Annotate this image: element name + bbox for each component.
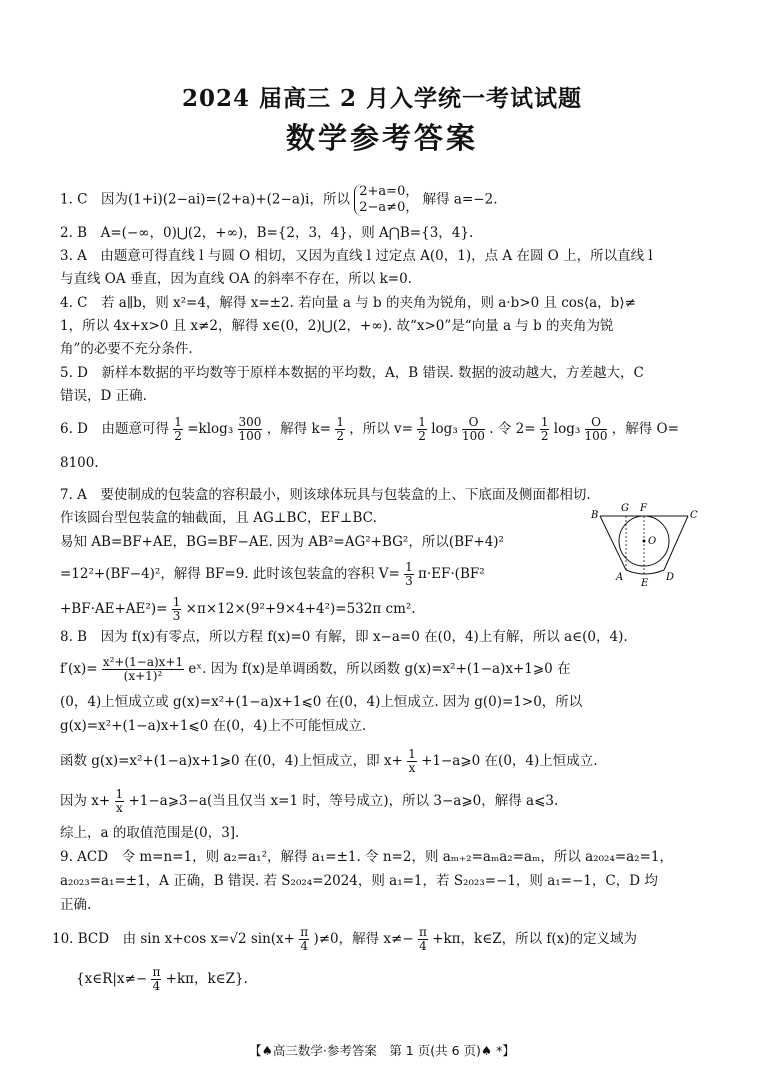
figure-label-f: F: [640, 503, 647, 514]
figure-label-c: C: [690, 510, 698, 521]
answer-5-line-1: 5. D 新样本数据的平均数等于原样本数据的平均数，A，B 错误. 数据的波动越大，方差越大，C: [60, 365, 644, 381]
answer-10-line-1: 10. BCD 由 sin x+cos x=√2 sin(x+ $\frac{\pi}{4}$ )≠0，解得 x≠− $\frac{\pi}{4}$ +kπ，k∈Z，所以 f(x)的定义域为: [52, 925, 638, 953]
answer-8-line-5: 函数 g(x)=x²+(1−a)x+1⩾0 在(0，4)上恒成立，即 x+ $\frac{1}{x}$ +1−a⩾0 在(0，4)上恒成立.: [60, 747, 598, 775]
answer-8-line-6: 因为 x+ $\frac{1}{x}$ +1−a⩾3−a(当且仅当 x=1 时，等号成立)，所以 3−a⩾0，解得 a⩽3.: [60, 787, 559, 815]
frustum-section-figure: [588, 498, 700, 590]
figure-label-e: E: [641, 578, 649, 589]
figure-label-d: D: [666, 572, 675, 583]
figure-label-a: A: [616, 572, 624, 583]
answer-1: 1. C 因为(1+i)(2−ai)=(2+a)+(2−a)i，所以 2+a=0， 2−a≠0， 解得 a=−2.: [60, 184, 498, 215]
answer-4-line-2: 1，所以 4x+x>0 且 x≠2，解得 x∈(0，2)⋃(2，+∞). 故“x>0”是“向量 a 与 b 的夹角为锐: [60, 318, 614, 334]
answer-7-line-4: =12²+(BF−4)²，解得 BF=9. 此时该包装盒的容积 V= $\frac{1}{3}$ π·EF·(BF²: [60, 560, 485, 588]
figure-label-g: G: [621, 503, 629, 514]
answer-4-line-1: 4. C 若 a∥b，则 x²=4，解得 x=±2. 若向量 a 与 b 的夹角为锐角，则 a·b>0 且 cos⟨a，b⟩≠: [60, 295, 636, 311]
answer-8-line-7: 综上，a 的取值范围是(0，3].: [60, 825, 240, 841]
answer-title: 数学参考答案: [285, 121, 478, 155]
answer-3-line-1: 3. A 由题意可得直线 l 与圆 O 相切，又因为直线 l 过定点 A(0，1)，点 A 在圆 O 上，所以直线 l: [60, 248, 653, 264]
answer-8-line-3: (0，4)上恒成立或 g(x)=x²+(1−a)x+1⩽0 在(0，4)上恒成立. 因为 g(0)=1>0，所以: [60, 694, 583, 710]
answer-7-line-3: 易知 AB=BF+AE，BG=BF−AE. 因为 AB²=AG²+BG²，所以(BF+4)²: [60, 534, 504, 550]
answer-6-line-1: 6. D 由题意可得 $\frac{1}{2}$ =klog₃ $\frac{300}{100}$ ，解得 k= $\frac{1}{2}$ ，所以 v= $\frac{1}{2}$ log₃ $\frac{O}{100}$ . 令 2= $\frac{1}{2}$ log₃ $\frac{O}{100}$ ，解得 O=: [60, 415, 679, 443]
answer-8-line-4: g(x)=x²+(1−a)x+1⩽0 在(0，4)上不可能恒成立.: [60, 718, 367, 734]
answer-9-line-2: a₂₀₂₃=a₁=±1，A 正确，B 错误. 若 S₂₀₂₄=2024，则 a₁=1，若 S₂₀₂₃=−1，则 a₁=−1，C，D 均: [60, 873, 658, 889]
answer-7-line-1: 7. A 要使制成的包装盒的容积最小，则该球体玩具与包装盒的上、下底面及侧面都相切.: [60, 487, 591, 503]
answer-6-line-2: 8100.: [60, 455, 99, 471]
answer-9-line-1: 9. ACD 令 m=n=1，则 a₂=a₁²，解得 a₁=±1. 令 n=2，则 aₘ₊₂=aₘa₂=aₘ，所以 a₂₀₂₄=a₂=1，: [60, 849, 673, 865]
answer-9-line-3: 正确.: [60, 897, 92, 913]
answer-7-line-5: +BF·AE+AE²)= $\frac{1}{3}$ ×π×12×(9²+9×4+4²)=532π cm².: [60, 595, 416, 623]
page-footer: 【♠高三数学·参考答案 第 1 页(共 6 页)♠ *】: [249, 1043, 515, 1058]
answer-5-line-2: 错误，D 正确.: [60, 388, 147, 404]
exam-title: 2024 届高三 2 月入学统一考试试题: [181, 85, 583, 112]
answer-8-line-2: f′(x)= $\frac{\text{x²+(1−a)x+1}}{\text{(x+1)²}}$ eˣ. 因为 f(x)是单调函数，所以函数 g(x)=x²+(1−a)x+1⩾0 在: [60, 655, 571, 683]
answer-2: 2. B A=(−∞，0)⋃(2，+∞)，B={2，3，4}，则 A⋂B={3，4}.: [60, 225, 474, 241]
figure-label-b: B: [591, 510, 599, 521]
figure-label-o: O: [648, 536, 657, 547]
answer-8-line-1: 8. B 因为 f(x)有零点，所以方程 f(x)=0 有解，即 x−a=0 在(0，4)上有解，所以 a∈(0，4).: [60, 629, 628, 645]
answer-3-line-2: 与直线 OA 垂直，因为直线 OA 的斜率不存在，所以 k=0.: [60, 271, 412, 287]
case-braces: 2+a=0， 2−a≠0，: [354, 184, 418, 216]
answer-4-line-3: 角”的必要不充分条件.: [60, 341, 193, 357]
answer-10-line-2: {x∈R|x≠− $\frac{\pi}{4}$ +kπ，k∈Z}.: [76, 965, 248, 993]
answer-7-line-2: 作该圆台型包装盒的轴截面，且 AG⊥BC，EF⊥BC.: [60, 510, 377, 526]
